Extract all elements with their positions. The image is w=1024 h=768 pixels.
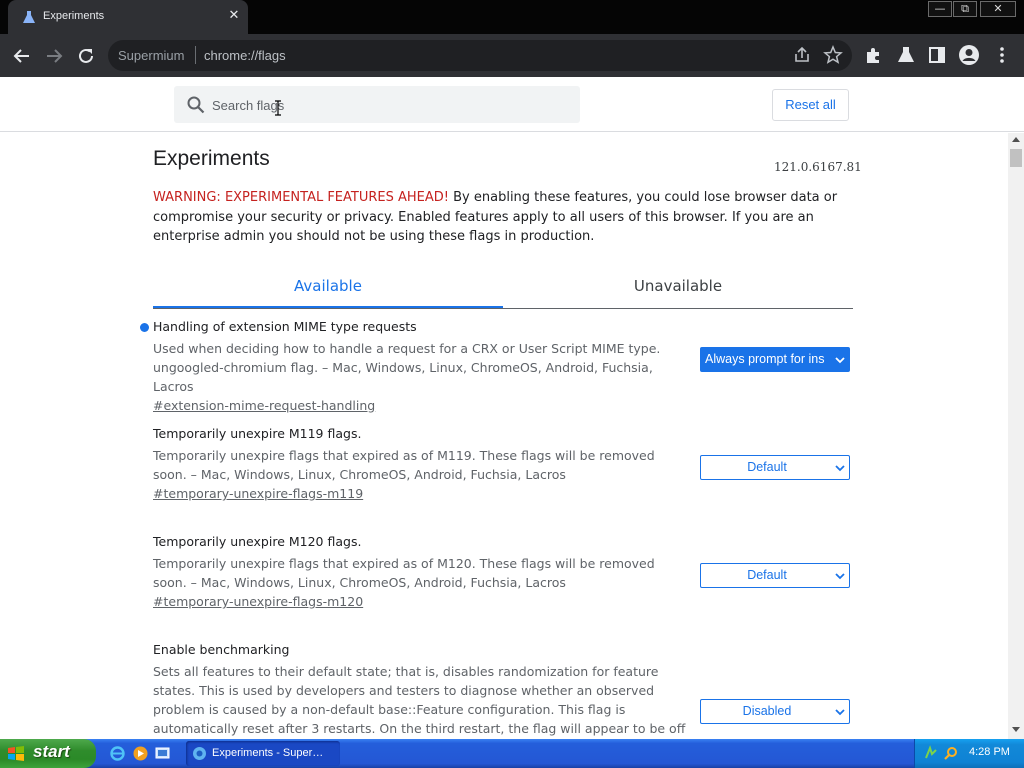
- clock: 4:28 PM: [969, 746, 1010, 758]
- flag-description: Temporarily unexpire flags that expired as of M119. These flags will be removed soon. – Mac, Windows, Linux, ChromeOS, Android, Fuchsia, Lacros: [153, 448, 655, 482]
- omnibox-divider: [195, 46, 196, 64]
- close-window-button[interactable]: ✕: [980, 1, 1016, 17]
- start-button[interactable]: [0, 739, 96, 768]
- search-input[interactable]: [212, 95, 552, 115]
- back-arrow-icon[interactable]: [9, 43, 35, 69]
- flag-title: Handling of extension MIME type requests: [153, 319, 417, 334]
- flag-title: Enable benchmarking: [153, 642, 290, 657]
- flag-description: Sets all features to their default state; that is, disables randomization for feature states. This is used by developers and testers to diagnose whether an observed problem is caused by a non-default base::Feature configuration. This flag is automatically reset after 3 restarts. On the third restart, the flag will appear to be off: [153, 664, 686, 736]
- reload-icon[interactable]: [73, 43, 99, 69]
- flag-permalink[interactable]: #temporary-unexpire-flags-m120: [153, 594, 364, 609]
- flag-permalink[interactable]: #temporary-unexpire-flags-m119: [153, 486, 364, 501]
- profile-avatar-icon[interactable]: [958, 44, 980, 66]
- flag-select-value: Default: [747, 568, 787, 582]
- chevron-down-icon: [835, 707, 845, 717]
- modified-dot: [140, 323, 149, 332]
- flag-entry: [153, 640, 853, 739]
- minimize-button[interactable]: —: [928, 1, 952, 17]
- search-tray-icon[interactable]: [943, 745, 959, 761]
- flag-entry: [153, 317, 853, 416]
- extensions-puzzle-icon[interactable]: [863, 44, 885, 66]
- scroll-thumb[interactable]: [1010, 149, 1022, 167]
- reset-all-button[interactable]: Reset all: [772, 89, 849, 121]
- flag-select-value: Disabled: [742, 704, 792, 718]
- warning-heading: WARNING: EXPERIMENTAL FEATURES AHEAD!: [153, 190, 449, 205]
- tab-available[interactable]: Available: [294, 277, 362, 295]
- share-icon[interactable]: [791, 44, 813, 66]
- version-label: 121.0.6167.81: [774, 160, 862, 174]
- chevron-down-icon: [835, 463, 845, 473]
- labs-flask-icon[interactable]: [895, 44, 917, 66]
- side-panel-icon[interactable]: [926, 44, 948, 66]
- media-player-icon[interactable]: [132, 745, 149, 762]
- tab-unavailable[interactable]: Unavailable: [633, 277, 723, 295]
- flag-description: Used when deciding how to handle a request for a CRX or User Script MIME type. ungoogled-chromium flag. – Mac, Windows, Linux, ChromeOS, Android, Fuchsia, Lacros: [153, 341, 661, 394]
- chevron-down-icon: [835, 355, 845, 365]
- taskbar-window-label: Experiments - Super…: [212, 747, 324, 759]
- windows-logo-icon: [7, 745, 25, 763]
- restore-button[interactable]: ⧉: [953, 1, 977, 17]
- show-desktop-icon[interactable]: [154, 745, 171, 762]
- active-tab-indicator: [153, 306, 503, 308]
- internet-explorer-icon[interactable]: [109, 745, 126, 762]
- flag-select[interactable]: [700, 699, 850, 724]
- omnibox-host-label: Supermium: [118, 48, 185, 63]
- page-title: Experiments: [153, 147, 270, 170]
- flask-icon: [22, 10, 36, 24]
- browser-toolbar: [0, 34, 1024, 77]
- text-cursor-icon: [274, 100, 282, 116]
- search-icon: [186, 95, 206, 115]
- flag-select-value: Always prompt for ins: [705, 352, 825, 366]
- browser-app-icon: [192, 746, 207, 761]
- scroll-up-arrow-icon[interactable]: [1012, 137, 1020, 142]
- flags-header: [0, 77, 1024, 132]
- flag-entry: [153, 532, 853, 612]
- flag-description: Temporarily unexpire flags that expired as of M120. These flags will be removed soon. – Mac, Windows, Linux, ChromeOS, Android, Fuchsia, Lacros: [153, 556, 655, 590]
- tab-close-icon[interactable]: ✕: [228, 8, 240, 23]
- title-bar: [0, 0, 1024, 34]
- flag-title: Temporarily unexpire M119 flags.: [153, 426, 362, 441]
- flag-title: Temporarily unexpire M120 flags.: [153, 534, 362, 549]
- warning-message: [153, 188, 853, 247]
- omnibox-url[interactable]: chrome://flags: [204, 48, 286, 63]
- flag-select[interactable]: [700, 347, 850, 372]
- taskbar-window-button[interactable]: [186, 741, 340, 766]
- flags-tabs: [153, 273, 853, 309]
- chevron-down-icon: [835, 571, 845, 581]
- address-bar[interactable]: [108, 40, 852, 71]
- browser-tab-experiments[interactable]: [8, 0, 248, 34]
- vertical-scrollbar[interactable]: [1008, 133, 1024, 739]
- flag-select[interactable]: [700, 455, 850, 480]
- flag-select-value: Default: [747, 460, 787, 474]
- system-tray: [914, 739, 1024, 768]
- search-box[interactable]: [174, 86, 580, 123]
- taskbar: [0, 739, 1024, 768]
- start-label: start: [33, 742, 70, 761]
- flag-entry: [153, 424, 853, 504]
- flag-select[interactable]: [700, 563, 850, 588]
- tab-title: Experiments: [43, 10, 105, 22]
- menu-kebab-icon[interactable]: [991, 44, 1013, 66]
- forward-arrow-icon[interactable]: [41, 43, 67, 69]
- flags-content: [0, 133, 1008, 739]
- flag-permalink[interactable]: #extension-mime-request-handling: [153, 398, 376, 413]
- bookmark-star-icon[interactable]: [822, 44, 844, 66]
- scroll-down-arrow-icon[interactable]: [1012, 727, 1020, 732]
- warning-body: By enabling these features, you could lose browser data or compromise your security or privacy. Enabled features apply to all users of this browser. If you are an enterprise admin you should not be using these flags in production.: [153, 190, 838, 244]
- network-tray-icon[interactable]: [923, 745, 939, 761]
